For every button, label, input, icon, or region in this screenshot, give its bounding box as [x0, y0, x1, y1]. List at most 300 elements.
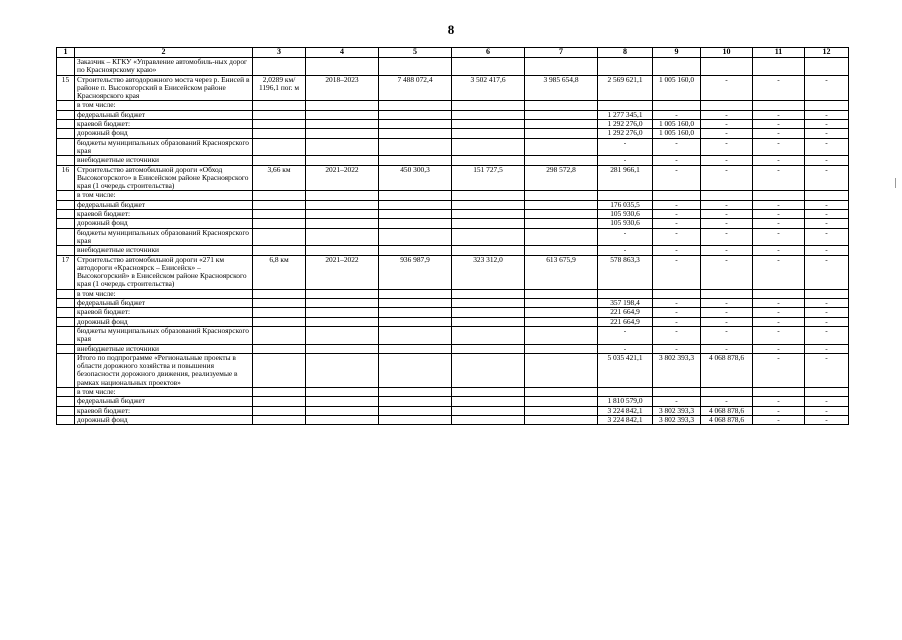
year-4-cell: [753, 58, 805, 76]
total-cost-cell: 450 300,3: [379, 165, 452, 191]
remaining-cell: [525, 353, 598, 387]
years-cell: [306, 191, 379, 200]
year-4-cell: -: [753, 210, 805, 219]
row-number-cell: [57, 138, 75, 156]
spent-before-cell: [452, 138, 525, 156]
capacity-cell: [253, 219, 306, 228]
year-4-cell: -: [753, 228, 805, 246]
column-header-2: 2: [75, 48, 253, 58]
year-4-cell: -: [753, 165, 805, 191]
year-1-cell: 357 198,4: [598, 299, 653, 308]
spent-before-cell: 323 312,0: [452, 255, 525, 289]
total-cost-cell: [379, 101, 452, 110]
year-3-cell: -: [701, 344, 753, 353]
column-number-row: [57, 48, 849, 58]
table-row: [57, 210, 849, 219]
remaining-cell: [525, 210, 598, 219]
year-2-cell: -: [653, 326, 701, 344]
year-2-cell: [653, 101, 701, 110]
table-row: [57, 156, 849, 165]
item-name-cell: федеральный бюджет: [75, 110, 253, 119]
capacity-cell: [253, 317, 306, 326]
year-1-cell: 221 664,9: [598, 308, 653, 317]
capacity-cell: [253, 406, 306, 415]
year-5-cell: -: [805, 210, 849, 219]
remaining-cell: [525, 191, 598, 200]
spent-before-cell: [452, 129, 525, 138]
years-cell: [306, 317, 379, 326]
year-3-cell: -: [701, 246, 753, 255]
row-number-cell: [57, 210, 75, 219]
total-cost-cell: [379, 406, 452, 415]
year-2-cell: -: [653, 255, 701, 289]
spent-before-cell: [452, 299, 525, 308]
year-4-cell: -: [753, 138, 805, 156]
year-5-cell: -: [805, 75, 849, 101]
spent-before-cell: [452, 156, 525, 165]
table-row: [57, 344, 849, 353]
table-row: [57, 415, 849, 424]
budget-table: [56, 47, 849, 425]
years-cell: [306, 289, 379, 298]
table-row: [57, 406, 849, 415]
year-5-cell: -: [805, 299, 849, 308]
year-3-cell: -: [701, 210, 753, 219]
year-1-cell: [598, 387, 653, 396]
years-cell: [306, 110, 379, 119]
table-row: [57, 387, 849, 396]
year-4-cell: -: [753, 299, 805, 308]
remaining-cell: [525, 387, 598, 396]
total-cost-cell: [379, 200, 452, 209]
years-cell: 2018–2023: [306, 75, 379, 101]
table-row: [57, 299, 849, 308]
table-row: [57, 317, 849, 326]
spent-before-cell: [452, 219, 525, 228]
row-number-cell: [57, 326, 75, 344]
row-number-cell: 16: [57, 165, 75, 191]
years-cell: [306, 344, 379, 353]
table-row: [57, 228, 849, 246]
years-cell: [306, 228, 379, 246]
item-name-cell: дорожный фонд: [75, 415, 253, 424]
total-cost-cell: 936 987,9: [379, 255, 452, 289]
item-name-cell: федеральный бюджет: [75, 299, 253, 308]
remaining-cell: [525, 326, 598, 344]
remaining-cell: [525, 344, 598, 353]
year-3-cell: -: [701, 129, 753, 138]
years-cell: [306, 353, 379, 387]
project-row: [57, 75, 849, 101]
row-number-cell: [57, 219, 75, 228]
years-cell: [306, 219, 379, 228]
remaining-cell: [525, 308, 598, 317]
year-3-cell: 4 068 878,6: [701, 415, 753, 424]
spent-before-cell: [452, 101, 525, 110]
remaining-cell: [525, 129, 598, 138]
item-name-cell: Строительство автомобильной дороги «Обход Высокогорского» в Енисейском районе Красноярского края (1 очередь строительства): [75, 165, 253, 191]
spent-before-cell: [452, 210, 525, 219]
spent-before-cell: [452, 110, 525, 119]
year-2-cell: -: [653, 344, 701, 353]
year-1-cell: -: [598, 156, 653, 165]
capacity-cell: [253, 156, 306, 165]
spent-before-cell: [452, 397, 525, 406]
row-number-cell: [57, 387, 75, 396]
total-cost-cell: [379, 219, 452, 228]
capacity-cell: [253, 101, 306, 110]
year-5-cell: -: [805, 246, 849, 255]
spent-before-cell: [452, 228, 525, 246]
year-3-cell: 4 068 878,6: [701, 406, 753, 415]
year-3-cell: -: [701, 219, 753, 228]
capacity-cell: [253, 129, 306, 138]
year-3-cell: -: [701, 120, 753, 129]
year-5-cell: -: [805, 326, 849, 344]
table-row: [57, 200, 849, 209]
year-4-cell: -: [753, 317, 805, 326]
year-1-cell: 281 966,1: [598, 165, 653, 191]
row-number-cell: [57, 58, 75, 76]
year-5-cell: -: [805, 228, 849, 246]
year-3-cell: [701, 289, 753, 298]
year-1-cell: 1 292 276,0: [598, 120, 653, 129]
item-name-cell: дорожный фонд: [75, 129, 253, 138]
column-header-10: 10: [701, 48, 753, 58]
capacity-cell: [253, 246, 306, 255]
project-row: [57, 255, 849, 289]
spent-before-cell: [452, 415, 525, 424]
year-2-cell: 1 005 160,0: [653, 129, 701, 138]
total-cost-cell: [379, 353, 452, 387]
row-number-cell: [57, 156, 75, 165]
year-5-cell: -: [805, 397, 849, 406]
year-1-cell: [598, 191, 653, 200]
year-5-cell: -: [805, 156, 849, 165]
table-row: [57, 308, 849, 317]
total-cost-cell: [379, 415, 452, 424]
capacity-cell: [253, 353, 306, 387]
year-3-cell: -: [701, 299, 753, 308]
year-4-cell: -: [753, 110, 805, 119]
item-name-cell: бюджеты муниципальных образований Красноярского края: [75, 326, 253, 344]
year-1-cell: 3 224 842,1: [598, 406, 653, 415]
item-name-cell: Строительство автомобильной дороги «271 км автодороги «Красноярск – Енисейск» – Высокогорский» в Енисейском районе Красноярского края (1 очередь строительства): [75, 255, 253, 289]
year-1-cell: [598, 101, 653, 110]
row-number-cell: [57, 415, 75, 424]
table-row: [57, 58, 849, 76]
page-number: 8: [447, 22, 455, 37]
remaining-cell: [525, 317, 598, 326]
years-cell: [306, 101, 379, 110]
spent-before-cell: [452, 344, 525, 353]
table-row: [57, 129, 849, 138]
capacity-cell: [253, 191, 306, 200]
total-cost-cell: [379, 191, 452, 200]
year-1-cell: 105 930,6: [598, 219, 653, 228]
year-1-cell: 3 224 842,1: [598, 415, 653, 424]
row-number-cell: [57, 289, 75, 298]
year-3-cell: -: [701, 326, 753, 344]
year-4-cell: -: [753, 255, 805, 289]
capacity-cell: [253, 344, 306, 353]
year-2-cell: -: [653, 200, 701, 209]
item-name-cell: Итого по подпрограмме «Региональные проекты в области дорожного хозяйства и повышения безопасности дорожного движения, реализуемые в рамках национальных проектов»: [75, 353, 253, 387]
capacity-cell: [253, 299, 306, 308]
year-2-cell: -: [653, 210, 701, 219]
years-cell: [306, 326, 379, 344]
item-name-cell: бюджеты муниципальных образований Красноярского края: [75, 228, 253, 246]
table-row: [57, 138, 849, 156]
total-cost-cell: [379, 326, 452, 344]
table-row: [57, 289, 849, 298]
year-4-cell: -: [753, 406, 805, 415]
year-5-cell: -: [805, 406, 849, 415]
years-cell: [306, 200, 379, 209]
year-3-cell: -: [701, 255, 753, 289]
year-5-cell: [805, 191, 849, 200]
years-cell: [306, 210, 379, 219]
year-5-cell: -: [805, 200, 849, 209]
item-name-cell: дорожный фонд: [75, 317, 253, 326]
row-number-cell: [57, 120, 75, 129]
year-5-cell: -: [805, 308, 849, 317]
year-5-cell: -: [805, 165, 849, 191]
capacity-cell: [253, 289, 306, 298]
row-number-cell: [57, 397, 75, 406]
year-5-cell: -: [805, 219, 849, 228]
item-name-cell: Строительство автодорожного моста через р. Енисей в районе п. Высокогорский в Енисейском районе Красноярского края: [75, 75, 253, 101]
column-header-9: 9: [653, 48, 701, 58]
year-4-cell: -: [753, 156, 805, 165]
row-number-cell: [57, 129, 75, 138]
capacity-cell: 6,8 км: [253, 255, 306, 289]
spent-before-cell: 151 727,5: [452, 165, 525, 191]
year-4-cell: -: [753, 308, 805, 317]
column-header-1: 1: [57, 48, 75, 58]
year-4-cell: -: [753, 397, 805, 406]
total-cost-cell: [379, 397, 452, 406]
total-cost-cell: [379, 387, 452, 396]
year-1-cell: -: [598, 138, 653, 156]
year-1-cell: 105 930,6: [598, 210, 653, 219]
item-name-cell: бюджеты муниципальных образований Красноярского края: [75, 138, 253, 156]
year-3-cell: -: [701, 317, 753, 326]
spent-before-cell: [452, 353, 525, 387]
year-2-cell: 1 005 160,0: [653, 75, 701, 101]
item-name-cell: в том числе:: [75, 289, 253, 298]
total-cost-cell: [379, 317, 452, 326]
total-cost-cell: [379, 129, 452, 138]
total-cost-cell: [379, 299, 452, 308]
years-cell: [306, 246, 379, 255]
year-2-cell: -: [653, 308, 701, 317]
year-1-cell: 221 664,9: [598, 317, 653, 326]
spent-before-cell: 3 502 417,6: [452, 75, 525, 101]
column-header-12: 12: [805, 48, 849, 58]
remaining-cell: [525, 110, 598, 119]
remaining-cell: [525, 138, 598, 156]
column-header-5: 5: [379, 48, 452, 58]
year-3-cell: -: [701, 228, 753, 246]
year-3-cell: -: [701, 200, 753, 209]
year-5-cell: -: [805, 255, 849, 289]
year-3-cell: [701, 58, 753, 76]
year-3-cell: -: [701, 308, 753, 317]
table-row: [57, 191, 849, 200]
year-5-cell: -: [805, 344, 849, 353]
year-5-cell: [805, 289, 849, 298]
row-number-cell: [57, 228, 75, 246]
edge-mark: [895, 178, 896, 188]
year-2-cell: -: [653, 138, 701, 156]
year-1-cell: -: [598, 326, 653, 344]
year-5-cell: [805, 387, 849, 396]
capacity-cell: [253, 415, 306, 424]
year-2-cell: [653, 387, 701, 396]
year-4-cell: -: [753, 326, 805, 344]
year-2-cell: -: [653, 397, 701, 406]
year-3-cell: -: [701, 110, 753, 119]
row-number-cell: [57, 353, 75, 387]
year-2-cell: [653, 289, 701, 298]
year-4-cell: -: [753, 415, 805, 424]
remaining-cell: [525, 415, 598, 424]
item-name-cell: в том числе:: [75, 101, 253, 110]
row-number-cell: [57, 308, 75, 317]
capacity-cell: [253, 138, 306, 156]
item-name-cell: федеральный бюджет: [75, 200, 253, 209]
year-4-cell: [753, 191, 805, 200]
years-cell: [306, 415, 379, 424]
year-5-cell: -: [805, 317, 849, 326]
remaining-cell: 3 985 654,8: [525, 75, 598, 101]
year-2-cell: -: [653, 110, 701, 119]
capacity-cell: [253, 228, 306, 246]
year-2-cell: -: [653, 246, 701, 255]
remaining-cell: [525, 406, 598, 415]
capacity-cell: [253, 120, 306, 129]
capacity-cell: 3,66 км: [253, 165, 306, 191]
year-3-cell: [701, 101, 753, 110]
project-row: [57, 165, 849, 191]
year-3-cell: -: [701, 75, 753, 101]
table-row: [57, 101, 849, 110]
year-1-cell: 1 292 276,0: [598, 129, 653, 138]
year-4-cell: -: [753, 353, 805, 387]
years-cell: [306, 138, 379, 156]
remaining-cell: [525, 299, 598, 308]
total-cost-cell: [379, 344, 452, 353]
remaining-cell: [525, 289, 598, 298]
column-header-7: 7: [525, 48, 598, 58]
spent-before-cell: [452, 191, 525, 200]
total-cost-cell: [379, 138, 452, 156]
column-header-8: 8: [598, 48, 653, 58]
table-row: [57, 326, 849, 344]
table-row: [57, 120, 849, 129]
year-5-cell: [805, 101, 849, 110]
year-4-cell: -: [753, 246, 805, 255]
item-name-cell: краевой бюджет:: [75, 406, 253, 415]
row-number-cell: [57, 200, 75, 209]
year-1-cell: 5 035 421,1: [598, 353, 653, 387]
year-3-cell: 4 068 878,6: [701, 353, 753, 387]
total-cost-cell: 7 488 072,4: [379, 75, 452, 101]
year-5-cell: -: [805, 138, 849, 156]
year-3-cell: -: [701, 165, 753, 191]
remaining-cell: [525, 156, 598, 165]
year-4-cell: -: [753, 129, 805, 138]
remaining-cell: [525, 58, 598, 76]
year-5-cell: -: [805, 353, 849, 387]
row-number-cell: [57, 191, 75, 200]
year-4-cell: -: [753, 200, 805, 209]
remaining-cell: 298 572,8: [525, 165, 598, 191]
item-name-cell: внебюджетные источники: [75, 246, 253, 255]
years-cell: [306, 387, 379, 396]
year-4-cell: -: [753, 75, 805, 101]
table-row: [57, 219, 849, 228]
year-5-cell: -: [805, 110, 849, 119]
spent-before-cell: [452, 289, 525, 298]
year-3-cell: [701, 191, 753, 200]
capacity-cell: [253, 110, 306, 119]
year-4-cell: -: [753, 344, 805, 353]
row-number-cell: 17: [57, 255, 75, 289]
item-name-cell: краевой бюджет:: [75, 120, 253, 129]
capacity-cell: [253, 326, 306, 344]
year-2-cell: 3 802 393,3: [653, 406, 701, 415]
capacity-cell: [253, 387, 306, 396]
item-name-cell: федеральный бюджет: [75, 397, 253, 406]
spent-before-cell: [452, 387, 525, 396]
column-header-11: 11: [753, 48, 805, 58]
remaining-cell: [525, 228, 598, 246]
table-row: [57, 246, 849, 255]
year-1-cell: [598, 289, 653, 298]
years-cell: [306, 120, 379, 129]
year-4-cell: [753, 289, 805, 298]
year-2-cell: -: [653, 317, 701, 326]
item-name-cell: в том числе:: [75, 387, 253, 396]
year-1-cell: 176 035,5: [598, 200, 653, 209]
spent-before-cell: [452, 200, 525, 209]
year-4-cell: [753, 101, 805, 110]
years-cell: [306, 129, 379, 138]
year-3-cell: -: [701, 156, 753, 165]
column-header-3: 3: [253, 48, 306, 58]
total-cost-cell: [379, 246, 452, 255]
item-name-cell: внебюджетные источники: [75, 156, 253, 165]
year-2-cell: [653, 58, 701, 76]
item-name-cell: краевой бюджет:: [75, 210, 253, 219]
total-cost-cell: [379, 156, 452, 165]
total-cost-cell: [379, 228, 452, 246]
spent-before-cell: [452, 246, 525, 255]
year-5-cell: [805, 58, 849, 76]
years-cell: [306, 406, 379, 415]
year-2-cell: 1 005 160,0: [653, 120, 701, 129]
year-5-cell: -: [805, 129, 849, 138]
remaining-cell: [525, 120, 598, 129]
spent-before-cell: [452, 406, 525, 415]
capacity-cell: [253, 397, 306, 406]
table-body: [57, 58, 849, 425]
year-5-cell: -: [805, 120, 849, 129]
remaining-cell: [525, 101, 598, 110]
item-name-cell: Заказчик – КГКУ «Управление автомобиль-ных дорог по Красноярскому краю»: [75, 58, 253, 76]
